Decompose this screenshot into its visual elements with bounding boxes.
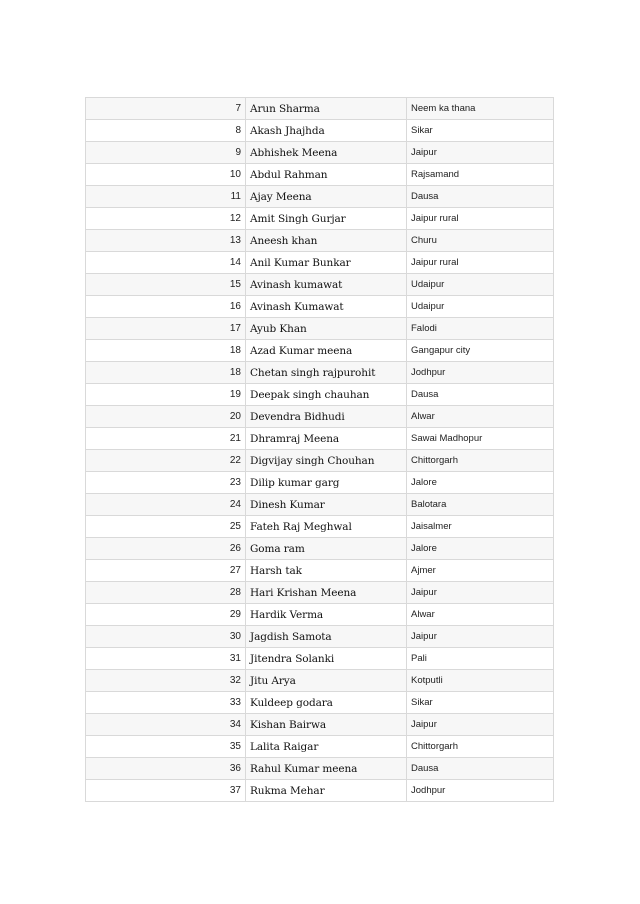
row-number-cell: 16 bbox=[86, 296, 246, 318]
row-number-cell: 9 bbox=[86, 142, 246, 164]
row-number-cell: 11 bbox=[86, 186, 246, 208]
person-name-cell: Digvijay singh Chouhan bbox=[246, 450, 407, 472]
table-row bbox=[86, 736, 554, 758]
row-number-cell: 8 bbox=[86, 120, 246, 142]
place-cell: Pali bbox=[407, 648, 554, 670]
person-name-cell: Avinash kumawat bbox=[246, 274, 407, 296]
person-name-cell: Amit Singh Gurjar bbox=[246, 208, 407, 230]
table-row bbox=[86, 296, 554, 318]
table-row bbox=[86, 362, 554, 384]
person-name-cell: Dinesh Kumar bbox=[246, 494, 407, 516]
person-name-cell: Azad Kumar meena bbox=[246, 340, 407, 362]
place-cell: Alwar bbox=[407, 406, 554, 428]
place-cell: Alwar bbox=[407, 604, 554, 626]
person-name-cell: Rahul Kumar meena bbox=[246, 758, 407, 780]
person-name-cell: Hari Krishan Meena bbox=[246, 582, 407, 604]
place-cell: Udaipur bbox=[407, 296, 554, 318]
table-row bbox=[86, 560, 554, 582]
table-row bbox=[86, 274, 554, 296]
table-row bbox=[86, 670, 554, 692]
row-number-cell: 26 bbox=[86, 538, 246, 560]
table-row bbox=[86, 120, 554, 142]
person-name-cell: Abdul Rahman bbox=[246, 164, 407, 186]
person-name-cell: Hardik Verma bbox=[246, 604, 407, 626]
place-cell: Falodi bbox=[407, 318, 554, 340]
table-row bbox=[86, 186, 554, 208]
place-cell: Jaipur rural bbox=[407, 252, 554, 274]
table-row bbox=[86, 780, 554, 802]
place-cell: Jalore bbox=[407, 472, 554, 494]
row-number-cell: 28 bbox=[86, 582, 246, 604]
row-number-cell: 21 bbox=[86, 428, 246, 450]
place-cell: Jalore bbox=[407, 538, 554, 560]
row-number-cell: 29 bbox=[86, 604, 246, 626]
person-name-cell: Deepak singh chauhan bbox=[246, 384, 407, 406]
person-name-cell: Harsh tak bbox=[246, 560, 407, 582]
row-number-cell: 7 bbox=[86, 98, 246, 120]
table-row bbox=[86, 208, 554, 230]
person-name-cell: Kishan Bairwa bbox=[246, 714, 407, 736]
person-name-cell: Lalita Raigar bbox=[246, 736, 407, 758]
table-row bbox=[86, 340, 554, 362]
place-cell: Jaipur bbox=[407, 142, 554, 164]
person-name-cell: Avinash Kumawat bbox=[246, 296, 407, 318]
place-cell: Churu bbox=[407, 230, 554, 252]
row-number-cell: 17 bbox=[86, 318, 246, 340]
person-name-cell: Jitu Arya bbox=[246, 670, 407, 692]
table-row bbox=[86, 472, 554, 494]
place-cell: Sawai Madhopur bbox=[407, 428, 554, 450]
place-cell: Chittorgarh bbox=[407, 450, 554, 472]
place-cell: Udaipur bbox=[407, 274, 554, 296]
table-row bbox=[86, 692, 554, 714]
row-number-cell: 34 bbox=[86, 714, 246, 736]
person-name-cell: Dhramraj Meena bbox=[246, 428, 407, 450]
row-number-cell: 23 bbox=[86, 472, 246, 494]
table-row bbox=[86, 582, 554, 604]
person-name-cell: Aneesh khan bbox=[246, 230, 407, 252]
person-name-cell: Devendra Bidhudi bbox=[246, 406, 407, 428]
person-name-cell: Goma ram bbox=[246, 538, 407, 560]
person-name-cell: Fateh Raj Meghwal bbox=[246, 516, 407, 538]
person-name-cell: Jitendra Solanki bbox=[246, 648, 407, 670]
table-row bbox=[86, 428, 554, 450]
row-number-cell: 13 bbox=[86, 230, 246, 252]
table-row bbox=[86, 516, 554, 538]
table-row bbox=[86, 98, 554, 120]
place-cell: Balotara bbox=[407, 494, 554, 516]
place-cell: Rajsamand bbox=[407, 164, 554, 186]
place-cell: Jaipur bbox=[407, 582, 554, 604]
table-row bbox=[86, 604, 554, 626]
place-cell: Jaipur rural bbox=[407, 208, 554, 230]
row-number-cell: 12 bbox=[86, 208, 246, 230]
person-name-cell: Akash Jhajhda bbox=[246, 120, 407, 142]
row-number-cell: 31 bbox=[86, 648, 246, 670]
row-number-cell: 30 bbox=[86, 626, 246, 648]
table-row bbox=[86, 318, 554, 340]
table-row bbox=[86, 252, 554, 274]
row-number-cell: 19 bbox=[86, 384, 246, 406]
place-cell: Jodhpur bbox=[407, 362, 554, 384]
row-number-cell: 20 bbox=[86, 406, 246, 428]
place-cell: Ajmer bbox=[407, 560, 554, 582]
row-number-cell: 36 bbox=[86, 758, 246, 780]
person-name-cell: Dilip kumar garg bbox=[246, 472, 407, 494]
place-cell: Dausa bbox=[407, 384, 554, 406]
person-name-cell: Arun Sharma bbox=[246, 98, 407, 120]
row-number-cell: 24 bbox=[86, 494, 246, 516]
table-row bbox=[86, 538, 554, 560]
person-name-cell: Kuldeep godara bbox=[246, 692, 407, 714]
row-number-cell: 37 bbox=[86, 780, 246, 802]
table-row bbox=[86, 626, 554, 648]
row-number-cell: 18 bbox=[86, 362, 246, 384]
table-row bbox=[86, 384, 554, 406]
place-cell: Kotputli bbox=[407, 670, 554, 692]
row-number-cell: 33 bbox=[86, 692, 246, 714]
person-name-cell: Rukma Mehar bbox=[246, 780, 407, 802]
place-cell: Chittorgarh bbox=[407, 736, 554, 758]
place-cell: Sikar bbox=[407, 692, 554, 714]
row-number-cell: 32 bbox=[86, 670, 246, 692]
person-name-cell: Abhishek Meena bbox=[246, 142, 407, 164]
table-row bbox=[86, 714, 554, 736]
person-name-cell: Ajay Meena bbox=[246, 186, 407, 208]
table-row bbox=[86, 758, 554, 780]
table-row bbox=[86, 648, 554, 670]
row-number-cell: 22 bbox=[86, 450, 246, 472]
row-number-cell: 25 bbox=[86, 516, 246, 538]
place-cell: Dausa bbox=[407, 186, 554, 208]
place-cell: Jaipur bbox=[407, 626, 554, 648]
table-row bbox=[86, 450, 554, 472]
table-row bbox=[86, 406, 554, 428]
table-row bbox=[86, 164, 554, 186]
table-row bbox=[86, 230, 554, 252]
place-cell: Sikar bbox=[407, 120, 554, 142]
row-number-cell: 15 bbox=[86, 274, 246, 296]
person-name-cell: Anil Kumar Bunkar bbox=[246, 252, 407, 274]
person-name-cell: Ayub Khan bbox=[246, 318, 407, 340]
place-cell: Dausa bbox=[407, 758, 554, 780]
place-cell: Jaisalmer bbox=[407, 516, 554, 538]
person-name-cell: Chetan singh rajpurohit bbox=[246, 362, 407, 384]
place-cell: Jaipur bbox=[407, 714, 554, 736]
table-row bbox=[86, 142, 554, 164]
person-name-cell: Jagdish Samota bbox=[246, 626, 407, 648]
row-number-cell: 10 bbox=[86, 164, 246, 186]
row-number-cell: 35 bbox=[86, 736, 246, 758]
place-cell: Jodhpur bbox=[407, 780, 554, 802]
row-number-cell: 18 bbox=[86, 340, 246, 362]
row-number-cell: 27 bbox=[86, 560, 246, 582]
row-number-cell: 14 bbox=[86, 252, 246, 274]
place-cell: Gangapur city bbox=[407, 340, 554, 362]
roster-table-body bbox=[86, 98, 554, 802]
table-row bbox=[86, 494, 554, 516]
roster-table bbox=[85, 97, 554, 802]
place-cell: Neem ka thana bbox=[407, 98, 554, 120]
